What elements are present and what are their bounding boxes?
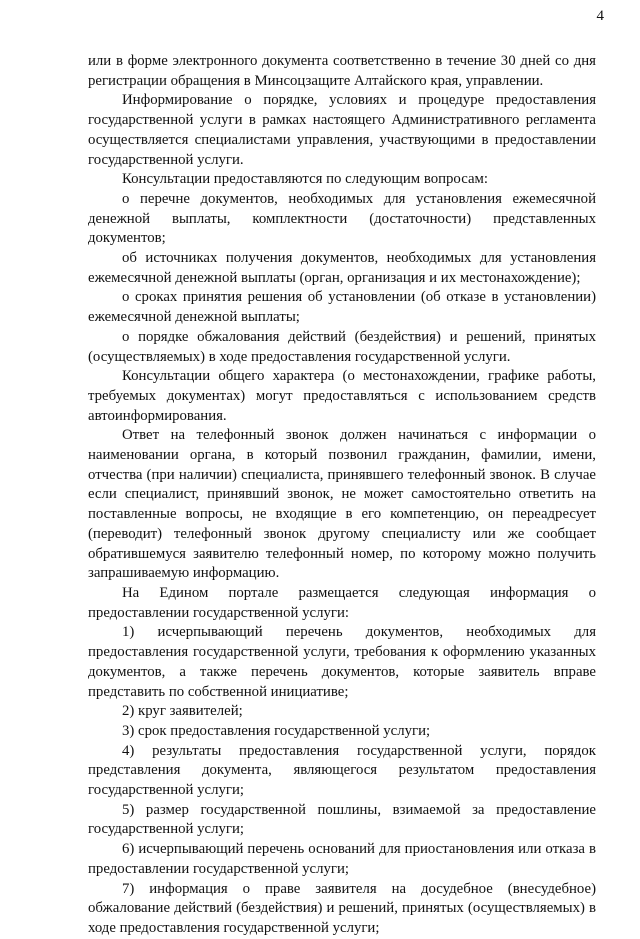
list-item-2: 2) круг заявителей; [122,703,243,720]
paragraph-phone-answer: Ответ на телефонный звонок должен начинаться с информации о наименовании органа, в который позвонил гражданин, фамилии, имени, отчества (при наличии) специалиста, принявшего телефонный звонок. В случае если специалист, принявший звонок, не может самостоятельно ответить на поставленные вопросы, не входящие в его компетенцию, он переадресует (переводит) телефонный звонок другому специалисту или же сообщает обратившемуся заявителю телефонный номер, по которому можно получить запрашиваемую информацию. [88,427,596,582]
paragraph-consult-item-documents: о перечне документов, необходимых для установления ежемесячной денежной выплаты, комплектности (достаточности) представленных документов; [88,190,596,247]
paragraph-continuation: или в форме электронного документа соответственно в течение 30 дней со дня регистрации обращения в Минсоцзащите Алтайского края, управлении. [88,53,596,89]
paragraph-general-consultations: Консультации общего характера (о местонахождении, графике работы, требуемых документах) могут предоставляться с использованием средств автоинформирования. [88,368,596,424]
list-item-1: 1) исчерпывающий перечень документов, необходимых для предоставления государственной услуги, требования к оформлению указанных документов, а также перечень документов, которые заявитель вправе представить по собственной инициативе; [88,624,596,700]
paragraph-consult-item-sources: об источниках получения документов, необходимых для установления ежемесячной денежной выплаты (орган, организация и их местонахождение); [88,250,596,286]
document-body [88,52,596,939]
list-item-3: 3) срок предоставления государственной услуги; [122,722,431,739]
list-item-4: 4) результаты предоставления государственной услуги, порядок представления документа, являющегося результатом предоставления государственной услуги; [88,742,596,799]
page-number: 4 [596,8,604,24]
paragraph-consult-item-terms: о сроках принятия решения об установлении (об отказе в установлении) ежемесячной денежной выплаты; [88,289,596,326]
list-item-7: 7) информация о праве заявителя на досудебное (внесудебное) обжалование действий (бездействия) и решений, принятых (осуществляемых) в ходе предоставления государственной услуги; [88,880,596,936]
list-item-5: 5) размер государственной пошлины, взимаемой за предоставление государственной услуги; [88,801,596,838]
paragraph-consult-item-appeal: о порядке обжалования действий (бездействия) и решений, принятых (осуществляемых) в ходе предоставления государственной услуги. [88,328,596,365]
list-item-6: 6) исчерпывающий перечень оснований для приостановления или отказа в предоставлении государственной услуги; [88,841,596,877]
paragraph-consultations-intro: Консультации предоставляются по следующим вопросам: [122,171,488,188]
paragraph-portal-intro: На Едином портале размещается следующая информация о предоставлении государственной услуги: [88,584,596,621]
paragraph-informing: Информирование о порядке, условиях и процедуре предоставления государственной услуги в рамках настоящего Административного регламента осуществляется специалистами управления, участвующими в предоставлении государственной услуги. [88,92,596,168]
